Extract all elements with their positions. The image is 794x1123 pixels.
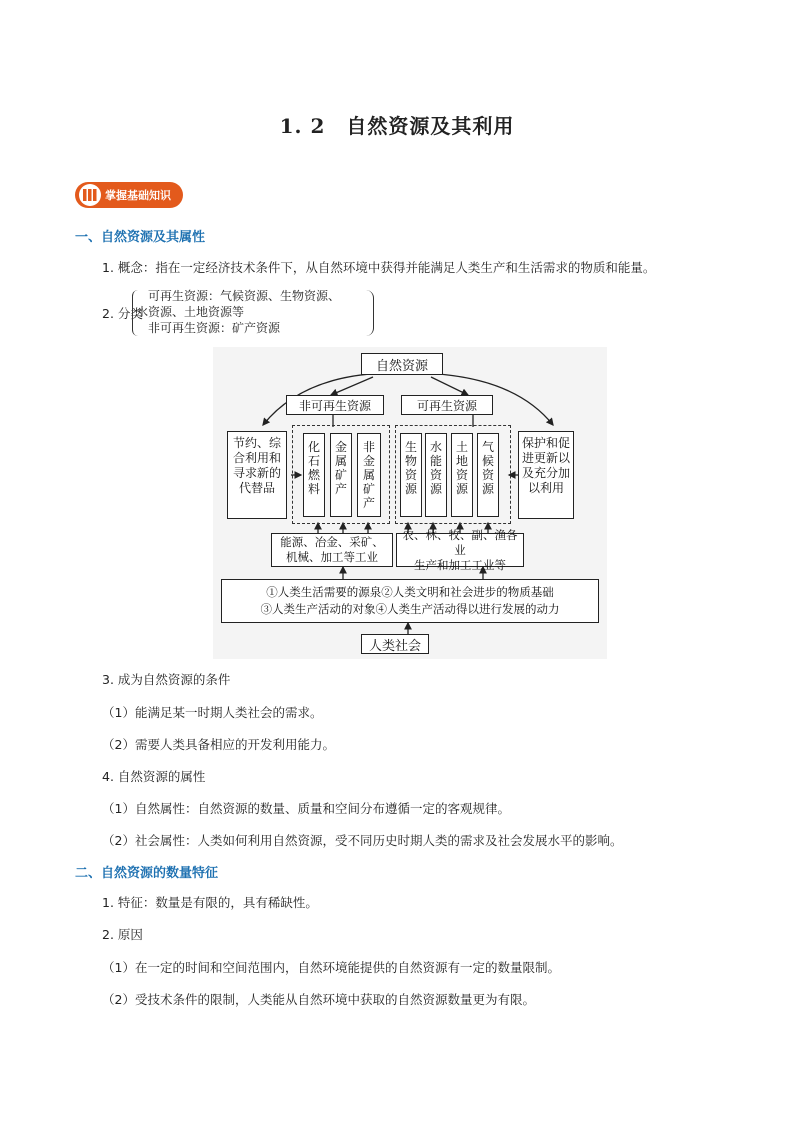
page-title: 1. 2 自然资源及其利用 xyxy=(279,114,515,138)
reason-heading: 2. 原因 xyxy=(102,927,143,942)
classification-brace-right xyxy=(365,290,374,336)
feature-paragraph: 1. 特征：数量是有限的，具有稀缺性。 xyxy=(102,895,318,910)
node-nonmetal-minerals: 非金属矿产 xyxy=(357,433,381,517)
node-industry-right xyxy=(396,527,524,572)
industry-left-line: 能源、冶金、采矿、 xyxy=(280,535,384,549)
attributes-heading: 4. 自然资源的属性 xyxy=(102,769,206,784)
node-fossil-fuel: 化石燃料 xyxy=(303,433,325,517)
attribute-item: （2）社会属性：人类如何利用自然资源，受不同历史时期人类的需求及社会发展水平的影响。 xyxy=(102,833,623,848)
condition-item: （1）能满足某一时期人类社会的需求。 xyxy=(102,705,323,720)
node-metal-minerals: 金属矿产 xyxy=(330,433,352,517)
node-nonrenewable: 非可再生资源 xyxy=(286,395,384,415)
section-badge xyxy=(75,182,183,208)
badge-label: 掌握基础知识 xyxy=(105,189,171,202)
classification-line: 可再生资源：气候资源、生物资源、 xyxy=(148,289,341,303)
industry-left-line: 机械、加工等工业 xyxy=(286,550,378,564)
reason-item: （1）在一定的时间和空间范围内，自然环境能提供的自然资源有一定的数量限制。 xyxy=(102,960,560,975)
reason-item: （2）受技术条件的限制，人类能从自然环境中获取的自然资源数量更为有限。 xyxy=(102,992,535,1007)
society-role-line: ①人类生活需要的源泉②人类文明和社会进步的物质基础 xyxy=(266,585,554,599)
classification-label: 2. 分类 xyxy=(102,306,143,321)
section-heading-1: 一、自然资源及其属性 xyxy=(75,230,206,245)
industry-right-line: 生产和加工工业等 xyxy=(414,557,506,572)
conditions-heading: 3. 成为自然资源的条件 xyxy=(102,672,231,687)
node-climate-resources: 气候资源 xyxy=(477,433,499,517)
classification-line: 非可再生资源：矿产资源 xyxy=(148,321,281,335)
society-role-line: ③人类生产活动的对象④人类生产活动得以进行发展的动力 xyxy=(260,602,560,616)
node-conservation: 节约、综合利用和寻求新的代替品 xyxy=(227,431,287,519)
classification-line: 水资源、土地资源等 xyxy=(136,305,245,319)
books-icon xyxy=(79,184,101,206)
node-society-roles xyxy=(221,579,599,623)
resource-diagram xyxy=(213,347,607,659)
node-industry-left xyxy=(271,533,393,567)
industry-right-line: 农、林、牧、副、渔各业 xyxy=(402,527,518,557)
node-land-resources: 土地资源 xyxy=(451,433,473,517)
node-root: 自然资源 xyxy=(361,353,443,375)
node-water-energy: 水能资源 xyxy=(425,433,447,517)
node-renewable: 可再生资源 xyxy=(401,395,493,415)
section-heading-2: 二、自然资源的数量特征 xyxy=(75,866,219,881)
concept-paragraph: 1. 概念：指在一定经济技术条件下，从自然环境中获得并能满足人类生产和生活需求的物质和能量。 xyxy=(102,260,656,275)
node-human-society: 人类社会 xyxy=(361,634,429,654)
attribute-item: （1）自然属性：自然资源的数量、质量和空间分布遵循一定的客观规律。 xyxy=(102,801,510,816)
node-protection: 保护和促进更新以及充分加以利用 xyxy=(518,431,574,519)
condition-item: （2）需要人类具备相应的开发利用能力。 xyxy=(102,737,335,752)
node-bio-resources: 生物资源 xyxy=(400,433,422,517)
